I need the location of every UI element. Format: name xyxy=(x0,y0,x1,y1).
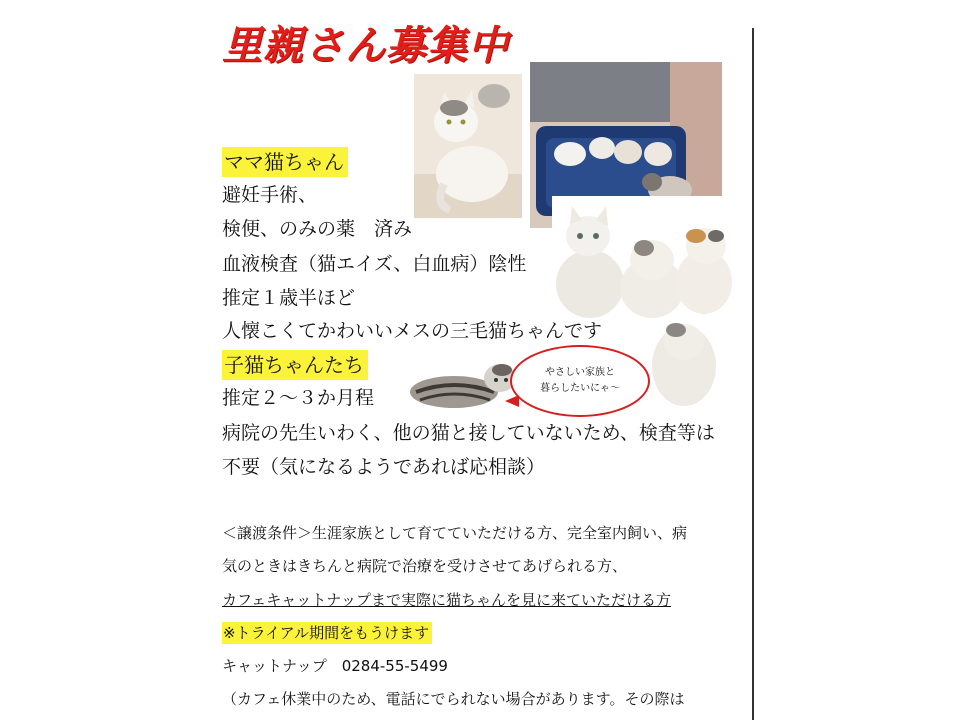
mama-line-2: 検便、のみの薬 済み xyxy=(222,218,413,240)
conditions-line-2: 気のときはきちんと病院で治療を受けさせてあげられる方、 xyxy=(222,557,628,575)
right-margin xyxy=(755,0,960,720)
conditions-line-1: ＜譲渡条件＞生涯家族として育てていただける方、完全室内飼い、病 xyxy=(222,524,688,542)
flyer-title: 里親さん募集中 xyxy=(222,23,509,69)
speech-bubble xyxy=(510,345,650,417)
mama-cat-photo xyxy=(414,74,522,218)
lying-kitten-photo xyxy=(404,352,518,416)
mama-line-4: 推定１歳半ほど xyxy=(222,287,356,309)
mama-line-5: 人懐こくてかわいいメスの三毛猫ちゃんです xyxy=(222,320,603,342)
trial-notice: ※トライアル期間をもうけます xyxy=(222,622,432,644)
page-edge-line xyxy=(752,28,754,720)
bubble-line-1: やさしい家族と xyxy=(545,367,615,378)
left-margin xyxy=(0,0,205,720)
mama-cat-heading: ママ猫ちゃん xyxy=(222,147,348,177)
contact-line: キャットナップ 0284-55-5499 xyxy=(222,657,448,675)
kittens-line-1: 推定２～３か月程 xyxy=(222,387,375,409)
kittens-line-3: 不要（気になるようであれば応相談） xyxy=(222,456,546,478)
kittens-line-2: 病院の先生いわく、他の猫と接していないため、検査等は xyxy=(222,422,715,444)
kittens-heading: 子猫ちゃんたち xyxy=(222,350,368,380)
contact-note: （カフェ休業中のため、電話にでられない場合があります。その際は xyxy=(222,690,685,708)
mama-line-1: 避妊手術、 xyxy=(222,184,318,206)
mama-line-3: 血液検査（猫エイズ、白血病）陰性 xyxy=(222,253,527,275)
bubble-line-2: 暮らしたいにゃ～ xyxy=(540,383,620,394)
conditions-line-3: カフェキャットナップまで実際に猫ちゃんを見に来ていただける方 xyxy=(222,591,671,609)
